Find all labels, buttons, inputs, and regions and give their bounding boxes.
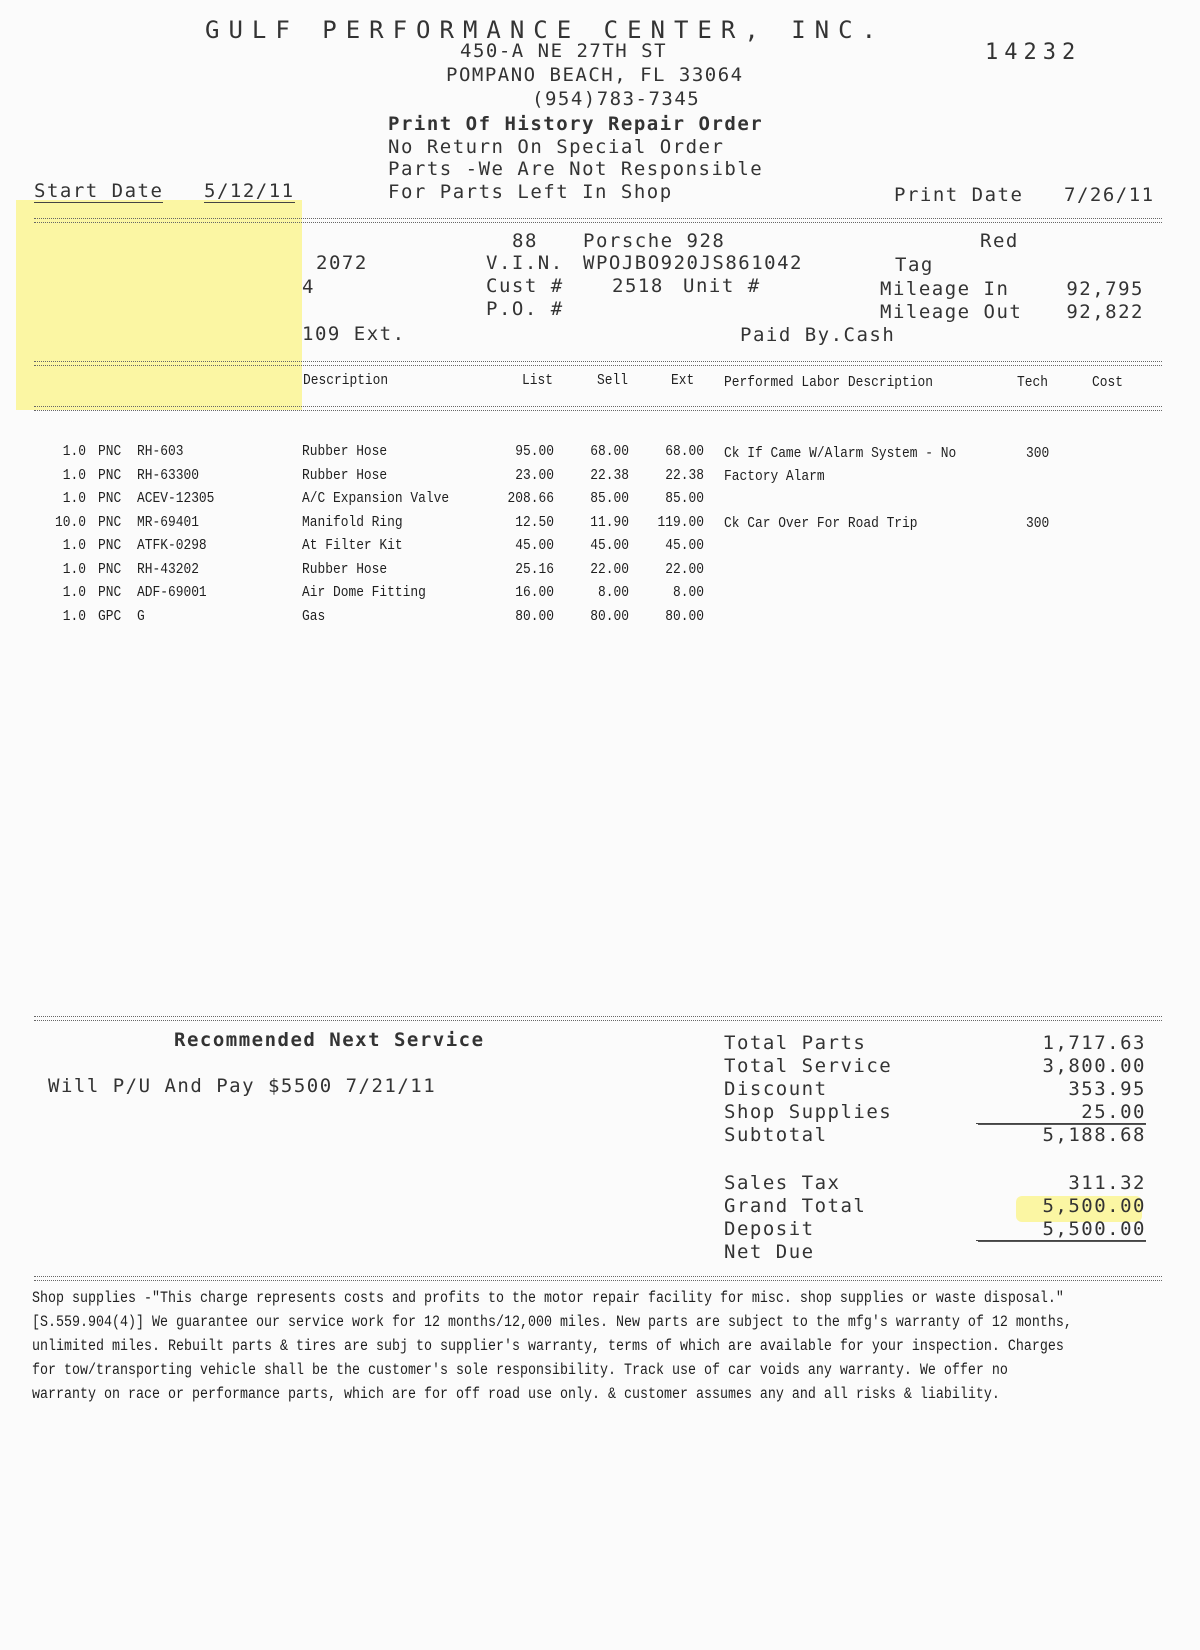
total-label: Discount bbox=[724, 1078, 828, 1100]
recommended-note: Will P/U And Pay $5500 7/21/11 bbox=[48, 1075, 437, 1097]
part-part: MR-69401 bbox=[137, 513, 199, 531]
part-vendor: PNC bbox=[98, 584, 122, 601]
part-qty: 1.0 bbox=[62, 443, 86, 460]
part-sell: 68.00 bbox=[590, 443, 629, 460]
part-sell: 22.38 bbox=[590, 466, 629, 484]
mileage-in-label: Mileage In bbox=[880, 278, 1010, 300]
part-ext: 80.00 bbox=[665, 607, 704, 625]
customer-info-highlight bbox=[16, 200, 302, 410]
shop-phone: (954)783-7345 bbox=[532, 88, 701, 110]
part-vendor: PNC bbox=[98, 443, 122, 460]
disclaimer-line-3: unlimited miles. Rebuilt parts & tires are subj to supplier's warranty, terms of which are available for your inspection. Charges bbox=[32, 1337, 1064, 1355]
total-label: Subtotal bbox=[724, 1124, 828, 1146]
total-value: 5,188.68 bbox=[1042, 1124, 1146, 1146]
part-vendor: GPC bbox=[98, 607, 122, 625]
header-divider bbox=[34, 218, 1162, 223]
part-part: ATFK-0298 bbox=[137, 537, 207, 554]
total-label: Total Service bbox=[724, 1055, 893, 1077]
part-vendor: PNC bbox=[98, 537, 122, 554]
start-date-label: Start Date bbox=[34, 180, 164, 202]
columns-bottom-divider bbox=[34, 406, 1162, 411]
customer-fragment-3: 4 bbox=[302, 276, 315, 298]
part-list: 16.00 bbox=[515, 584, 554, 601]
vehicle-year: 88 bbox=[512, 230, 538, 252]
total-label: Sales Tax bbox=[724, 1172, 841, 1194]
part-ext: 22.38 bbox=[665, 466, 704, 484]
disclaimer-line-2: [S.559.904(4)] We guarantee our service work for 12 months/12,000 miles. New parts are subject to the mfg's warranty of 12 months, bbox=[32, 1313, 1072, 1331]
part-desc: Rubber Hose bbox=[302, 466, 388, 484]
total-underline bbox=[978, 1124, 1146, 1125]
part-qty: 1.0 bbox=[62, 466, 86, 484]
recommended-label: Recommended Next Service bbox=[174, 1029, 485, 1051]
part-desc: Manifold Ring bbox=[302, 513, 403, 531]
notice-line-1: No Return On Special Order bbox=[388, 136, 725, 158]
part-list: 80.00 bbox=[515, 607, 554, 625]
shop-address: 450-A NE 27TH ST bbox=[460, 40, 668, 62]
print-date-label: Print Date bbox=[894, 184, 1024, 206]
disclaimer-line-1: Shop supplies -"This charge represents costs and profits to the motor repair facility for misc. shop supplies or waste disposal." bbox=[32, 1289, 1064, 1307]
print-date: 7/26/11 bbox=[1064, 184, 1155, 206]
notice-line-3: For Parts Left In Shop bbox=[388, 181, 673, 203]
part-part: ADF-69001 bbox=[137, 584, 207, 601]
part-part: ACEV-12305 bbox=[137, 490, 215, 507]
part-ext: 68.00 bbox=[665, 443, 704, 460]
shop-name: GULF PERFORMANCE CENTER, INC. bbox=[205, 16, 886, 44]
labor-1-tech: 300 bbox=[1026, 445, 1050, 462]
unit-label: Unit # bbox=[683, 275, 761, 297]
part-desc: Air Dome Fitting bbox=[302, 584, 426, 601]
total-value: 5,500.00 bbox=[976, 1218, 1146, 1241]
total-value: 5,500.00 bbox=[1042, 1195, 1146, 1217]
mileage-out-value: 92,822 bbox=[1066, 301, 1144, 323]
part-vendor: PNC bbox=[98, 490, 122, 507]
total-value: 311.32 bbox=[1068, 1172, 1146, 1194]
part-sell: 45.00 bbox=[590, 537, 629, 554]
customer-fragment-2: 2072 bbox=[316, 252, 368, 274]
col-labor: Performed Labor Description bbox=[724, 374, 934, 391]
part-sell: 22.00 bbox=[590, 560, 629, 578]
part-ext: 8.00 bbox=[673, 584, 704, 601]
cust-label: Cust # bbox=[486, 275, 564, 297]
start-date: 5/12/11 bbox=[204, 180, 295, 202]
total-label: Deposit bbox=[724, 1218, 815, 1240]
labor-1-line-1: Ck If Came W/Alarm System - No bbox=[724, 445, 957, 462]
part-desc: Rubber Hose bbox=[302, 560, 388, 578]
total-value: 25.00 bbox=[976, 1101, 1146, 1124]
order-number: 14232 bbox=[985, 40, 1082, 65]
part-ext: 22.00 bbox=[665, 560, 704, 578]
col-tech: Tech bbox=[1017, 374, 1048, 391]
document-title: Print Of History Repair Order bbox=[388, 113, 764, 135]
part-list: 12.50 bbox=[515, 513, 554, 531]
part-vendor: PNC bbox=[98, 513, 122, 531]
vin-label: V.I.N. bbox=[486, 252, 564, 274]
part-list: 45.00 bbox=[515, 537, 554, 554]
shop-city: POMPANO BEACH, FL 33064 bbox=[446, 64, 744, 86]
col-list: List bbox=[522, 372, 553, 389]
part-part: RH-603 bbox=[137, 443, 184, 460]
part-sell: 80.00 bbox=[590, 607, 629, 625]
part-ext: 119.00 bbox=[657, 513, 704, 531]
labor-2-line-1: Ck Car Over For Road Trip bbox=[724, 515, 918, 532]
part-sell: 85.00 bbox=[590, 490, 629, 507]
part-list: 95.00 bbox=[515, 443, 554, 460]
part-list: 25.16 bbox=[515, 560, 554, 578]
part-sell: 8.00 bbox=[598, 584, 629, 601]
labor-2-tech: 300 bbox=[1026, 515, 1050, 532]
total-label: Grand Total bbox=[724, 1195, 867, 1217]
part-vendor: PNC bbox=[98, 560, 122, 578]
part-desc: Gas bbox=[302, 607, 326, 625]
footer-divider bbox=[34, 1276, 1162, 1281]
part-desc: Rubber Hose bbox=[302, 443, 388, 460]
part-part: RH-63300 bbox=[137, 466, 199, 484]
part-sell: 11.90 bbox=[590, 513, 629, 531]
customer-fragment-5: 109 Ext. bbox=[302, 323, 406, 345]
part-qty: 1.0 bbox=[62, 607, 86, 625]
summary-divider bbox=[34, 1016, 1162, 1021]
col-ext: Ext bbox=[671, 372, 695, 389]
col-description: Description bbox=[303, 372, 389, 389]
part-qty: 1.0 bbox=[62, 490, 86, 507]
col-cost: Cost bbox=[1092, 374, 1123, 391]
paid-by: Paid By.Cash bbox=[740, 324, 896, 346]
total-label: Shop Supplies bbox=[724, 1101, 893, 1123]
part-qty: 1.0 bbox=[62, 560, 86, 578]
part-qty: 1.0 bbox=[62, 584, 86, 601]
notice-line-2: Parts -We Are Not Responsible bbox=[388, 158, 764, 180]
part-part: RH-43202 bbox=[137, 560, 199, 578]
vin-value: WPOJBO920JS861042 bbox=[583, 252, 803, 274]
po-label: P.O. # bbox=[486, 298, 564, 320]
disclaimer-line-4: for tow/transporting vehicle shall be the customer's sole responsibility. Track use of car voids any warranty. We offer no bbox=[32, 1361, 1008, 1379]
vehicle-model: Porsche 928 bbox=[583, 230, 726, 252]
mileage-out-label: Mileage Out bbox=[880, 301, 1023, 323]
part-list: 23.00 bbox=[515, 466, 554, 484]
vehicle-color: Red bbox=[980, 230, 1019, 252]
part-list: 208.66 bbox=[507, 490, 554, 507]
total-value: 353.95 bbox=[1068, 1078, 1146, 1100]
col-sell: Sell bbox=[597, 372, 628, 389]
columns-top-divider bbox=[34, 361, 1162, 366]
part-ext: 45.00 bbox=[665, 537, 704, 554]
cust-value: 2518 bbox=[612, 275, 664, 297]
total-value: 1,717.63 bbox=[1042, 1032, 1146, 1054]
mileage-in-value: 92,795 bbox=[1066, 278, 1144, 300]
part-desc: At Filter Kit bbox=[302, 537, 403, 554]
part-desc: A/C Expansion Valve bbox=[302, 490, 450, 507]
part-part: G bbox=[137, 607, 145, 625]
labor-1-line-2: Factory Alarm bbox=[724, 468, 825, 485]
total-underline bbox=[978, 1241, 1146, 1242]
total-label: Total Parts bbox=[724, 1032, 867, 1054]
part-vendor: PNC bbox=[98, 466, 122, 484]
tag-label: Tag bbox=[895, 254, 934, 276]
part-ext: 85.00 bbox=[665, 490, 704, 507]
disclaimer-line-5: warranty on race or performance parts, which are for off road use only. & customer assumes any and all risks & liability. bbox=[32, 1385, 1000, 1403]
part-qty: 10.0 bbox=[55, 513, 86, 531]
total-value: 3,800.00 bbox=[1042, 1055, 1146, 1077]
total-label: Net Due bbox=[724, 1241, 815, 1263]
part-qty: 1.0 bbox=[62, 537, 86, 554]
